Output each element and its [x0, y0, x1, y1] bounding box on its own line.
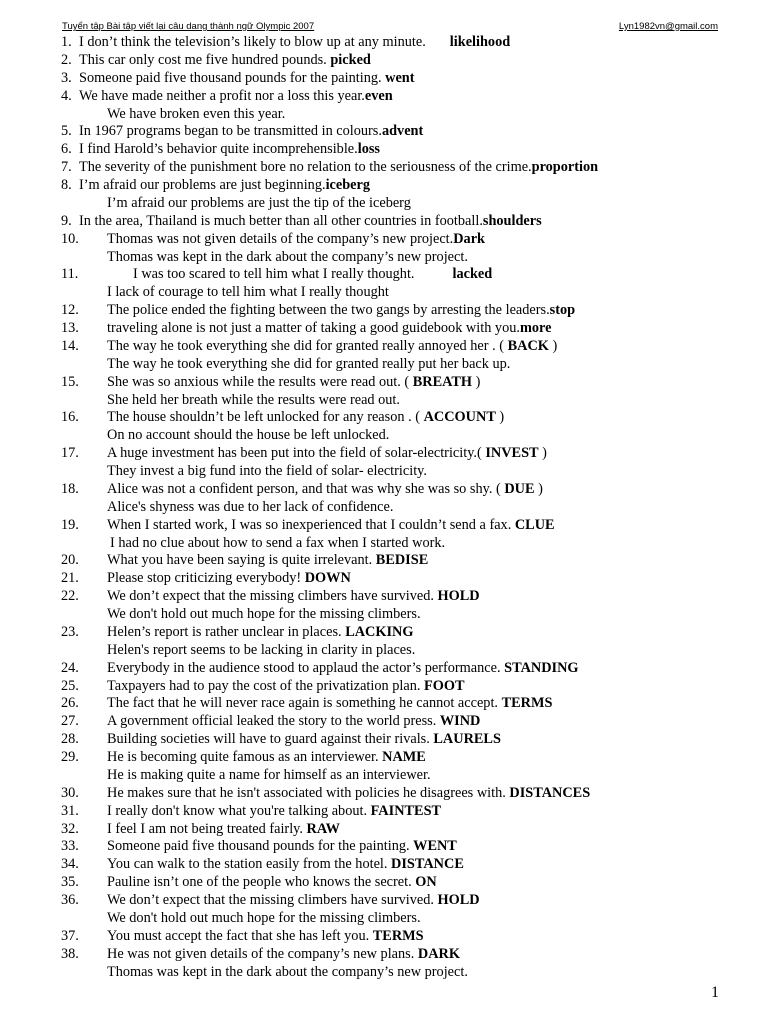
item-number: 5. — [61, 123, 72, 140]
item-number: 22. — [61, 588, 79, 605]
exercise-line — [0, 731, 768, 749]
item-number: 30. — [61, 784, 79, 801]
keyword: DOWN — [304, 570, 351, 587]
sentence — [107, 856, 464, 874]
sentence — [133, 266, 492, 284]
exercise-line — [0, 392, 768, 410]
item-number: 4. — [61, 87, 72, 104]
sentence — [107, 803, 441, 821]
item-number: 11. — [61, 266, 79, 283]
item-number: 23. — [61, 623, 79, 640]
sentence — [107, 874, 437, 892]
exercise-line — [0, 338, 768, 356]
exercise-line — [0, 213, 768, 231]
sentence-text: We have made neither a profit nor a loss this year. — [79, 87, 365, 104]
sentence-text: I had no clue about how to send a fax when I started work. — [110, 534, 446, 551]
item-number: 18. — [61, 480, 79, 497]
item-number: 3. — [61, 69, 72, 86]
item-number: 24. — [61, 659, 79, 676]
exercise-line — [0, 821, 768, 839]
exercise-line — [0, 249, 768, 267]
sentence — [79, 141, 380, 159]
sentence-text: We don’t expect that the missing climbers have survived. — [107, 588, 438, 605]
exercise-line — [0, 588, 768, 606]
sentence — [107, 731, 501, 749]
sentence-text: I don’t think the television’s likely to blow up at any minute. — [79, 34, 426, 50]
closing-paren: ) — [495, 409, 505, 426]
sentence — [107, 964, 468, 982]
sentence — [107, 928, 424, 946]
sentence-text: The severity of the punishment bore no relation to the seriousness of the crime. — [79, 159, 532, 176]
sentence-text: We don’t expect that the missing climbers have survived. — [107, 892, 438, 908]
keyword: loss — [357, 141, 380, 158]
sentence-text: A government official leaked the story to the world press. — [107, 713, 440, 730]
exercise-line — [0, 52, 768, 70]
sentence-text: I’m afraid our problems are just the tip of the iceberg — [107, 194, 411, 211]
sentence-text: In 1967 programs began to be transmitted in colours. — [79, 123, 382, 140]
sentence — [107, 821, 340, 839]
sentence — [107, 624, 414, 642]
exercise-line — [0, 499, 768, 517]
sentence-text: The house shouldn’t be left unlocked for any reason . ( — [107, 409, 424, 426]
sentence-text: I really don't know what you're talking about. — [107, 802, 371, 819]
exercise-line — [0, 749, 768, 767]
sentence-text: Building societies will have to guard against their rivals. — [107, 731, 434, 748]
exercise-line — [0, 660, 768, 678]
item-number: 17. — [61, 445, 79, 462]
item-number: 37. — [61, 927, 79, 944]
item-number: 26. — [61, 695, 79, 712]
sentence — [107, 695, 552, 713]
sentence — [107, 660, 579, 678]
keyword: TERMS — [372, 927, 424, 944]
sentence — [107, 785, 590, 803]
item-number: 9. — [61, 212, 72, 229]
sentence — [107, 284, 389, 302]
item-number: 32. — [61, 820, 79, 837]
sentence — [107, 517, 555, 535]
sentence-text: I’m afraid our problems are just beginning. — [79, 177, 326, 193]
exercise-line — [0, 302, 768, 320]
sentence — [107, 427, 389, 445]
sentence-text: He was not given details of the company’s new plans. — [107, 945, 418, 962]
keyword: picked — [330, 51, 371, 68]
exercise-line — [0, 356, 768, 374]
exercise-line — [0, 856, 768, 874]
item-number: 38. — [61, 945, 79, 962]
exercise-line — [0, 678, 768, 696]
keyword: DISTANCES — [509, 784, 591, 801]
page-header — [62, 21, 718, 35]
sentence-text: He makes sure that he isn't associated with policies he disagrees with. — [107, 784, 510, 801]
sentence — [107, 552, 428, 570]
sentence-text: In the area, Thailand is much better than all other countries in football. — [79, 212, 483, 229]
sentence-text: I was too scared to tell him what I really thought. — [133, 266, 415, 283]
keyword: NAME — [382, 749, 426, 765]
item-number: 25. — [61, 677, 79, 694]
keyword: ON — [415, 874, 437, 891]
sentence — [107, 374, 480, 392]
sentence — [107, 320, 551, 338]
item-number: 10. — [61, 230, 79, 247]
sentence-text: The police ended the fighting between the two gangs by arresting the leaders. — [107, 302, 550, 319]
sentence-text: Alice's shyness was due to her lack of confidence. — [107, 498, 394, 515]
keyword: TERMS — [501, 695, 553, 712]
exercise-line — [0, 695, 768, 713]
keyword: went — [385, 69, 415, 86]
sentence-text: We have broken even this year. — [107, 105, 286, 122]
exercise-line — [0, 374, 768, 392]
sentence — [107, 356, 510, 374]
exercise-line — [0, 928, 768, 946]
sentence-text: Someone paid five thousand pounds for the painting. — [79, 69, 386, 86]
exercise-line — [0, 785, 768, 803]
sentence — [107, 195, 411, 213]
keyword: LACKING — [345, 623, 414, 640]
item-number: 20. — [61, 552, 79, 569]
sentence-text: She held her breath while the results were read out. — [107, 391, 400, 408]
keyword: RAW — [306, 820, 340, 837]
sentence — [107, 302, 575, 320]
item-number: 28. — [61, 731, 79, 748]
sentence-text: I feel I am not being treated fairly. — [107, 820, 307, 837]
exercise-line — [0, 481, 768, 499]
exercise-line — [0, 552, 768, 570]
keyword: stop — [549, 302, 576, 319]
item-number: 1. — [61, 34, 72, 50]
exercise-line — [0, 88, 768, 106]
sentence — [79, 123, 423, 141]
item-number: 7. — [61, 159, 72, 176]
sentence — [107, 767, 431, 785]
sentence-text: Thomas was not given details of the company’s new project. — [107, 230, 454, 247]
sentence-text: He is becoming quite famous as an interviewer. — [107, 749, 383, 765]
item-number: 27. — [61, 713, 79, 730]
keyword: DISTANCE — [391, 856, 464, 873]
item-number: 34. — [61, 856, 79, 873]
sentence — [79, 52, 371, 70]
keyword: BACK — [507, 337, 549, 354]
sentence — [107, 606, 421, 624]
keyword: LAURELS — [433, 731, 501, 748]
exercise-line — [0, 517, 768, 535]
keyword: Dark — [453, 230, 485, 247]
item-number: 2. — [61, 51, 72, 68]
item-number: 19. — [61, 516, 79, 533]
sentence — [107, 892, 480, 910]
sentence — [107, 588, 480, 606]
item-number: 33. — [61, 838, 79, 855]
sentence-text: Thomas was kept in the dark about the company’s new project. — [107, 248, 468, 265]
item-number: 6. — [61, 141, 72, 158]
item-number: 36. — [61, 892, 79, 908]
sentence — [107, 106, 285, 124]
sentence-text: Pauline isn’t one of the people who knows the secret. — [107, 874, 416, 891]
sentence — [107, 499, 393, 517]
exercise-line — [0, 106, 768, 124]
sentence-text: Please stop criticizing everybody! — [107, 570, 305, 587]
sentence — [107, 338, 557, 356]
exercise-line — [0, 570, 768, 588]
sentence — [79, 88, 393, 106]
keyword: FOOT — [424, 677, 465, 694]
sentence-text: Someone paid five thousand pounds for the painting. — [107, 838, 414, 855]
sentence-text: Taxpayers had to pay the cost of the privatization plan. — [107, 677, 425, 694]
keyword: ACCOUNT — [423, 409, 496, 426]
exercise-line — [0, 606, 768, 624]
sentence — [110, 535, 445, 553]
keyword: proportion — [531, 159, 599, 176]
exercise-line — [0, 320, 768, 338]
keyword: even — [364, 87, 393, 104]
exercise-line — [0, 409, 768, 427]
keyword: BREATH — [412, 373, 473, 390]
exercise-line — [0, 141, 768, 159]
keyword: HOLD — [437, 892, 480, 908]
sentence-text: The way he took everything she did for granted really put her back up. — [107, 355, 511, 372]
sentence — [79, 177, 370, 195]
exercise-line — [0, 892, 768, 910]
sentence — [107, 463, 427, 481]
exercise-line — [0, 34, 768, 52]
sentence — [79, 213, 542, 231]
closing-paren: ) — [472, 373, 481, 390]
sentence-text: When I started work, I was so inexperienced that I couldn’t send a fax. — [107, 516, 515, 533]
keyword: DARK — [417, 945, 460, 962]
sentence — [107, 910, 421, 928]
sentence — [107, 409, 504, 427]
sentence — [107, 713, 480, 731]
keyword: WENT — [413, 838, 457, 855]
sentence-text: What you have been saying is quite irrelevant. — [107, 552, 376, 569]
page-number: 1 — [711, 984, 719, 1001]
item-number: 29. — [61, 749, 79, 765]
sentence — [107, 249, 468, 267]
closing-paren: ) — [538, 445, 547, 462]
closing-paren: ) — [534, 480, 543, 497]
item-number: 31. — [61, 802, 79, 819]
sentence-text: On no account should the house be left unlocked. — [107, 427, 390, 444]
keyword: HOLD — [437, 588, 480, 605]
exercise-line — [0, 964, 768, 982]
sentence — [107, 481, 543, 499]
sentence — [107, 946, 460, 964]
exercise-line — [0, 910, 768, 928]
sentence-text: I lack of courage to tell him what I really thought — [107, 284, 389, 301]
keyword: DUE — [504, 480, 535, 497]
exercise-line — [0, 642, 768, 660]
sentence-text: Thomas was kept in the dark about the company’s new project. — [107, 963, 468, 980]
item-number: 12. — [61, 302, 79, 319]
exercise-list — [0, 34, 768, 981]
keyword: FAINTEST — [370, 802, 442, 819]
sentence — [107, 678, 465, 696]
exercise-line — [0, 803, 768, 821]
exercise-line — [0, 177, 768, 195]
sentence — [107, 231, 485, 249]
sentence-text: Alice was not a confident person, and that was why she was so shy. ( — [107, 480, 505, 497]
sentence-text: traveling alone is not just a matter of taking a good guidebook with you. — [107, 320, 520, 336]
exercise-line — [0, 427, 768, 445]
sentence-text: The fact that he will never race again is something he cannot accept. — [107, 695, 502, 712]
keyword: STANDING — [504, 659, 579, 676]
sentence — [107, 392, 400, 410]
exercise-line — [0, 624, 768, 642]
sentence-text: He is making quite a name for himself as an interviewer. — [107, 766, 431, 783]
sentence-text: A huge investment has been put into the field of solar-electricity.( — [107, 445, 486, 462]
item-number: 8. — [61, 177, 72, 193]
keyword: shoulders — [482, 212, 542, 229]
exercise-line — [0, 946, 768, 964]
exercise-line — [0, 159, 768, 177]
item-number: 15. — [61, 373, 79, 390]
header-title: Tuyển tập Bài tập viết lại câu dang thành ngữ Olympic 2007 — [62, 21, 315, 32]
sentence — [79, 34, 510, 52]
sentence — [79, 70, 415, 88]
sentence-text: We don't hold out much hope for the missing climbers. — [107, 606, 421, 622]
sentence-text: We don't hold out much hope for the missing climbers. — [107, 909, 421, 926]
sentence — [107, 570, 351, 588]
sentence-text: Helen's report seems to be lacking in clarity in places. — [107, 641, 416, 658]
sentence-text: Everybody in the audience stood to applaud the actor’s performance. — [107, 659, 505, 676]
sentence — [79, 159, 598, 177]
sentence-text: I find Harold’s behavior quite incomprehensible. — [79, 141, 358, 158]
sentence-text: This car only cost me five hundred pounds. — [79, 51, 331, 68]
exercise-line — [0, 838, 768, 856]
keyword: advent — [381, 123, 424, 140]
keyword: INVEST — [485, 445, 539, 462]
keyword: lacked — [452, 266, 493, 283]
sentence-text: You can walk to the station easily from the hotel. — [107, 856, 392, 873]
exercise-line — [0, 284, 768, 302]
item-number: 13. — [61, 320, 79, 336]
item-number: 35. — [61, 874, 79, 891]
exercise-line — [0, 463, 768, 481]
sentence-text: The way he took everything she did for granted really annoyed her . ( — [107, 337, 508, 354]
keyword: more — [519, 320, 552, 336]
keyword: CLUE — [514, 516, 555, 533]
item-number: 21. — [61, 570, 79, 587]
exercise-line — [0, 535, 768, 553]
sentence — [107, 445, 547, 463]
sentence — [107, 838, 457, 856]
keyword: WIND — [439, 713, 481, 730]
keyword: iceberg — [325, 177, 371, 193]
exercise-line — [0, 445, 768, 463]
exercise-line — [0, 195, 768, 213]
item-number: 14. — [61, 337, 79, 354]
sentence — [107, 749, 426, 767]
exercise-line — [0, 123, 768, 141]
exercise-line — [0, 266, 768, 284]
exercise-line — [0, 713, 768, 731]
exercise-line — [0, 874, 768, 892]
keyword: BEDISE — [375, 552, 429, 569]
item-number: 16. — [61, 409, 79, 426]
header-email: Lyn1982vn@gmail.com — [618, 21, 718, 32]
sentence-text: They invest a big fund into the field of solar- electricity. — [107, 463, 427, 479]
keyword: likelihood — [449, 34, 511, 50]
exercise-line — [0, 70, 768, 88]
sentence — [107, 642, 415, 660]
exercise-line — [0, 231, 768, 249]
closing-paren: ) — [548, 337, 558, 354]
exercise-line — [0, 767, 768, 785]
sentence-text: Helen’s report is rather unclear in places. — [107, 623, 346, 640]
sentence-text: She was so anxious while the results were read out. ( — [107, 373, 413, 390]
sentence-text: You must accept the fact that she has left you. — [107, 927, 373, 944]
